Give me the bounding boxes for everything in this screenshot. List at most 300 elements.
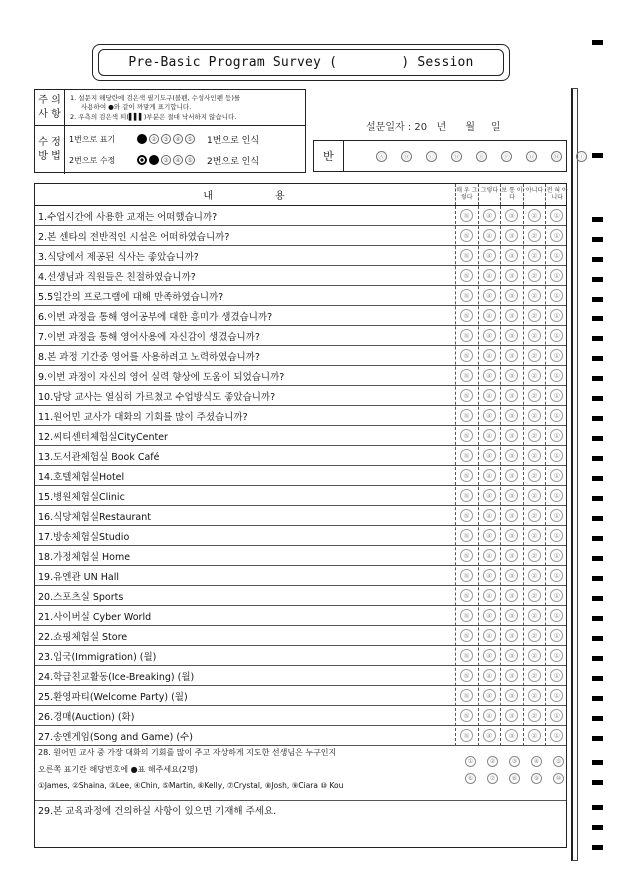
bubble-filled [137, 134, 147, 144]
answer-bubble[interactable]: ④ [483, 429, 496, 442]
question-text: 1.수업시간에 사용한 교재는 어떠했습니까? [38, 211, 218, 223]
answer-bubble[interactable]: ⑤ [460, 629, 473, 642]
title-left: Pre-Basic Program Survey ( [128, 55, 338, 70]
teacher-bubble[interactable]: ⑤ [553, 756, 564, 767]
timing-mark [592, 636, 603, 641]
notice-line-3: 2. 우측의 검은색 띠(▌▌▌)부분은 절대 낙서하지 않습니다. [70, 113, 237, 121]
answer-bubble[interactable]: ② [528, 329, 541, 342]
class-option[interactable]: Ⓓ [451, 151, 462, 162]
answer-bubble[interactable]: ④ [483, 589, 496, 602]
teacher-bubble[interactable]: ⑩ [553, 773, 564, 784]
answer-bubble[interactable]: ② [528, 709, 541, 722]
answer-bubble[interactable]: ③ [505, 549, 518, 562]
answer-bubble[interactable]: ④ [483, 689, 496, 702]
timing-mark [592, 736, 603, 741]
answer-bubble[interactable]: ③ [505, 329, 518, 342]
timing-mark [592, 257, 603, 262]
answer-bubble[interactable]: ③ [505, 269, 518, 282]
timing-mark [592, 416, 603, 421]
question-text: 24.학급친교활동(Ice-Breaking) (월) [38, 671, 195, 683]
answer-bubble[interactable]: ② [528, 649, 541, 662]
answer-bubble[interactable]: ④ [483, 329, 496, 342]
answer-bubble[interactable]: ② [528, 569, 541, 582]
timing-mark [592, 596, 603, 601]
timing-mark [592, 40, 603, 45]
question-text: 23.입국(Immigration) (월) [38, 651, 157, 663]
answer-bubble[interactable]: ① [550, 469, 563, 482]
answer-bubble[interactable]: ③ [505, 689, 518, 702]
timing-mark [592, 536, 603, 541]
answer-bubble[interactable]: ⑤ [460, 209, 473, 222]
answer-bubble[interactable]: ⑤ [460, 529, 473, 542]
class-option[interactable]: Ⓖ [526, 151, 537, 162]
answer-bubble[interactable]: ③ [505, 609, 518, 622]
answer-bubble[interactable]: ① [550, 229, 563, 242]
answer-bubble[interactable]: ③ [505, 709, 518, 722]
question-row [35, 366, 566, 386]
class-options [376, 151, 587, 162]
question-row [35, 586, 566, 606]
answer-bubble[interactable]: ⑤ [460, 729, 473, 742]
bubble-filled [149, 155, 159, 165]
question-row [35, 526, 566, 546]
answer-bubble[interactable]: ① [550, 649, 563, 662]
answer-bubble[interactable]: ④ [483, 349, 496, 362]
question-text: 8.본 과정 기간중 영어를 사용하려고 노력하였습니까? [38, 351, 260, 363]
answer-bubble[interactable]: ④ [483, 549, 496, 562]
answer-bubble[interactable]: ④ [483, 489, 496, 502]
answer-bubble[interactable]: ④ [483, 289, 496, 302]
answer-bubble[interactable]: ③ [505, 449, 518, 462]
answer-bubble[interactable]: ① [550, 589, 563, 602]
answer-bubble[interactable]: ② [528, 609, 541, 622]
bubble: ④ [173, 155, 183, 165]
answer-bubble[interactable]: ⑤ [460, 389, 473, 402]
answer-bubble[interactable]: ③ [505, 209, 518, 222]
answer-bubble[interactable]: ① [550, 569, 563, 582]
answer-bubble[interactable]: ⑤ [460, 349, 473, 362]
timing-mark [592, 576, 603, 581]
answer-bubble[interactable]: ⑤ [460, 449, 473, 462]
answer-bubble[interactable]: ④ [483, 649, 496, 662]
instructions-box [34, 89, 306, 173]
question-text: 7.이번 과정을 통해 영어사용에 자신감이 생겼습니까? [38, 331, 260, 343]
page-title [98, 49, 504, 76]
notice-line-2: 사용하여 ●와 같이 까맣게 표기합니다. [81, 103, 192, 111]
answer-bubble[interactable]: ① [550, 369, 563, 382]
q28-line-1: 28. 원어민 교사 중 가장 대화의 기회를 많이 주고 자상하게 지도한 선생님은 누구인지 [38, 748, 337, 757]
answer-bubble[interactable]: ④ [483, 469, 496, 482]
question-row [35, 706, 566, 726]
answer-bubble[interactable]: ① [550, 669, 563, 682]
class-selector [313, 140, 585, 172]
answer-bubble[interactable]: ④ [483, 629, 496, 642]
answer-bubble[interactable]: ② [528, 229, 541, 242]
answer-bubble[interactable]: ③ [505, 649, 518, 662]
answer-bubble[interactable]: ① [550, 429, 563, 442]
timing-mark [592, 556, 603, 561]
notice-label [35, 90, 65, 125]
question-row [35, 346, 566, 366]
title-box [92, 44, 510, 81]
answer-bubble[interactable]: ⑤ [460, 229, 473, 242]
answer-bubble[interactable]: ⑤ [460, 469, 473, 482]
fix-example-2-bubbles [137, 155, 195, 165]
content-header [35, 184, 455, 205]
answer-bubble[interactable]: ② [528, 449, 541, 462]
question-text: 13.도서관체험실 Book Café [38, 451, 160, 463]
answer-bubble[interactable]: ⑤ [460, 369, 473, 382]
question-text: 3.식당에서 제공된 식사는 좋았습니까? [38, 251, 199, 263]
answer-bubble[interactable]: ② [528, 629, 541, 642]
answer-bubble[interactable]: ⑤ [460, 649, 473, 662]
answer-bubble[interactable]: ① [550, 509, 563, 522]
answer-bubble[interactable]: ③ [505, 589, 518, 602]
teacher-bubble[interactable]: ⑧ [509, 773, 520, 784]
fix-example-2 [69, 152, 303, 168]
fix-example-2-label: 2번으로 수정 [69, 155, 116, 165]
answer-bubble[interactable]: ⑤ [460, 249, 473, 262]
question-row [35, 426, 566, 446]
timing-mark [592, 716, 603, 721]
teacher-bubble[interactable]: ⑥ [465, 773, 476, 784]
question-row [35, 466, 566, 486]
answer-bubble[interactable]: ① [550, 329, 563, 342]
answer-bubble[interactable]: ① [550, 309, 563, 322]
content-header-left: 내 [203, 191, 215, 202]
answer-bubble[interactable]: ③ [505, 289, 518, 302]
answer-bubble[interactable]: ⑤ [460, 709, 473, 722]
answer-bubble[interactable]: ② [528, 309, 541, 322]
fix-label-2: 방 법 [38, 151, 61, 162]
answer-bubble[interactable]: ① [550, 389, 563, 402]
column-divider [500, 206, 501, 746]
class-option[interactable]: Ⓐ [376, 151, 387, 162]
title-blank[interactable] [337, 55, 401, 70]
scale-header: 아니다 [523, 184, 546, 205]
answer-bubble[interactable]: ① [550, 489, 563, 502]
answer-bubble[interactable]: ④ [483, 709, 496, 722]
teacher-bubble[interactable]: ① [465, 756, 476, 767]
answer-bubble[interactable]: ② [528, 669, 541, 682]
survey-date[interactable]: 설문일자 : 20 년 월 일 [366, 122, 501, 133]
question-text: 18.가정체험실 Home [38, 551, 131, 563]
teacher-bubble[interactable]: ② [487, 756, 498, 767]
answer-bubble[interactable]: ⑤ [460, 509, 473, 522]
question-row [35, 406, 566, 426]
class-option[interactable]: Ⓔ [476, 151, 487, 162]
answer-bubble[interactable]: ③ [505, 229, 518, 242]
answer-bubble[interactable]: ④ [483, 509, 496, 522]
class-option[interactable]: Ⓗ [551, 151, 562, 162]
question-text: 4.선생님과 직원들은 친절하였습니까? [38, 271, 196, 283]
question-text: 12.씨티센터체험실CityCenter [38, 431, 168, 443]
answer-bubble[interactable]: ① [550, 689, 563, 702]
question-text: 15.병원체험실Clinic [38, 491, 125, 503]
q28-teachers: ①James, ②Shaina, ③Lee, ④Chin, ⑤Martin, ⑥Kelly, ⑦Crystal, ⑧Josh, ⑨Ciara ⑩ Kou [38, 781, 344, 790]
answer-bubble[interactable]: ② [528, 209, 541, 222]
answer-bubble[interactable]: ② [528, 489, 541, 502]
bubble-crossed [137, 155, 147, 165]
column-divider [545, 206, 546, 746]
answer-bubble[interactable]: ④ [483, 669, 496, 682]
class-option[interactable]: Ⓒ [426, 151, 437, 162]
answer-bubble[interactable]: ② [528, 429, 541, 442]
fix-label [35, 126, 65, 174]
answer-bubble[interactable]: ⑤ [460, 269, 473, 282]
question-row [35, 246, 566, 266]
fix-example-1 [69, 131, 303, 147]
timing-mark [592, 656, 603, 661]
question-row [35, 546, 566, 566]
answer-bubble[interactable]: ④ [483, 269, 496, 282]
timing-mark [592, 696, 603, 701]
question-29: 29.본 교육과정에 건의하실 사항이 있으면 기재해 주세요. [38, 806, 277, 817]
question-text: 11.원어민 교사가 대화의 기회를 많이 주셨습니까? [38, 411, 248, 423]
answer-bubble[interactable]: ④ [483, 229, 496, 242]
notice-label-1: 주 의 [38, 94, 61, 106]
answer-bubble[interactable]: ③ [505, 349, 518, 362]
answer-bubble[interactable]: ③ [505, 409, 518, 422]
bubble: ⑤ [185, 134, 195, 144]
answer-bubble[interactable]: ④ [483, 409, 496, 422]
question-text: 6.이번 과정을 통해 영어공부에 대한 흥미가 생겼습니까? [38, 311, 273, 323]
fix-example-1-result: 1번으로 인식 [207, 135, 260, 146]
question-text: 27.송엔게임(Song and Game) (수) [38, 731, 193, 743]
column-divider [523, 206, 524, 746]
timing-mark [592, 356, 603, 361]
answer-bubble[interactable]: ⑤ [460, 689, 473, 702]
answer-bubble[interactable]: ② [528, 269, 541, 282]
answer-bubble[interactable]: ① [550, 409, 563, 422]
answer-bubble[interactable]: ② [528, 349, 541, 362]
answer-bubble[interactable]: ⑤ [460, 429, 473, 442]
answer-bubble[interactable]: ③ [505, 509, 518, 522]
question-row [35, 566, 566, 586]
answer-bubble[interactable]: ⑤ [460, 589, 473, 602]
answer-bubble[interactable]: ④ [483, 449, 496, 462]
timing-mark [592, 316, 603, 321]
timing-mark [592, 676, 603, 681]
timing-mark [592, 237, 603, 242]
timing-mark [592, 336, 603, 341]
answer-bubble[interactable]: ② [528, 549, 541, 562]
fix-label-1: 수 정 [38, 137, 61, 148]
timing-mark [592, 277, 603, 282]
fix-row [35, 126, 305, 174]
timing-mark [592, 825, 603, 830]
question-row [35, 606, 566, 626]
answer-bubble[interactable]: ② [528, 369, 541, 382]
answer-bubble[interactable]: ⑤ [460, 609, 473, 622]
question-row [35, 446, 566, 466]
answer-bubble[interactable]: ② [528, 289, 541, 302]
timing-mark [592, 376, 603, 381]
question-row [35, 506, 566, 526]
timing-mark [592, 845, 603, 850]
question-row [35, 286, 566, 306]
answer-bubble[interactable]: ① [550, 729, 563, 742]
answer-bubble[interactable]: ③ [505, 389, 518, 402]
answer-bubble[interactable]: ③ [505, 469, 518, 482]
answer-bubble[interactable]: ② [528, 589, 541, 602]
answer-bubble[interactable]: ④ [483, 569, 496, 582]
answer-bubble[interactable]: ② [528, 249, 541, 262]
q28-line-2: 오른쪽 표기란 해당번호에 ●표 해주세요(2명) [38, 765, 198, 774]
answer-bubble[interactable]: ⑤ [460, 289, 473, 302]
bubble: ③ [161, 134, 171, 144]
notice-row [35, 90, 305, 126]
answer-bubble[interactable]: ③ [505, 369, 518, 382]
teacher-bubble[interactable]: ④ [531, 756, 542, 767]
timing-mark [592, 297, 603, 302]
notice-label-2: 사 항 [38, 108, 61, 120]
timing-mark [592, 476, 603, 481]
answer-bubble[interactable]: ① [550, 549, 563, 562]
timing-mark [592, 780, 603, 785]
question-row [35, 726, 566, 746]
question-row [35, 486, 566, 506]
answer-bubble[interactable]: ③ [505, 729, 518, 742]
question-row [35, 226, 566, 246]
bubble: ③ [161, 155, 171, 165]
timing-mark [592, 217, 603, 222]
question-text: 25.환영파티(Welcome Party) (월) [38, 691, 188, 703]
answer-bubble[interactable]: ① [550, 289, 563, 302]
answer-bubble[interactable]: ③ [505, 669, 518, 682]
scale-header: 매 우 그렇다 [455, 184, 478, 205]
answer-bubble[interactable]: ① [550, 629, 563, 642]
question-text: 20.스포츠실 Sports [38, 591, 124, 603]
title-right: ) Session [401, 55, 474, 70]
question-text: 10.담당 교사는 열심히 가르쳤고 수업방식도 좋았습니까? [38, 391, 276, 403]
question-row [35, 386, 566, 406]
answer-bubble[interactable]: ⑤ [460, 409, 473, 422]
fix-example-1-label: 1번으로 표기 [69, 134, 116, 144]
question-row [35, 626, 566, 646]
answer-bubble[interactable]: ③ [505, 489, 518, 502]
answer-bubble[interactable]: ① [550, 709, 563, 722]
answer-bubble[interactable]: ④ [483, 249, 496, 262]
answer-bubble[interactable]: ④ [483, 609, 496, 622]
question-row [35, 646, 566, 666]
question-28 [35, 744, 566, 801]
bubble: ② [149, 134, 159, 144]
timing-mark [592, 760, 603, 765]
answer-bubble[interactable]: ⑤ [460, 309, 473, 322]
timing-mark [592, 516, 603, 521]
teacher-bubble[interactable]: ③ [509, 756, 520, 767]
class-option[interactable]: Ⓕ [501, 151, 512, 162]
class-option[interactable]: Ⓘ [576, 151, 587, 162]
question-text: 21.사이버실 Cyber World [38, 611, 152, 623]
content-header-right: 용 [275, 191, 287, 202]
timing-mark [592, 436, 603, 441]
answer-bubble[interactable]: ④ [483, 369, 496, 382]
answer-bubble[interactable]: ③ [505, 629, 518, 642]
column-divider [455, 206, 456, 746]
question-text: 19.유엔관 UN Hall [38, 571, 119, 583]
class-option[interactable]: Ⓑ [401, 151, 412, 162]
answer-bubble[interactable]: ④ [483, 209, 496, 222]
answer-bubble[interactable]: ③ [505, 529, 518, 542]
answer-bubble[interactable]: ② [528, 469, 541, 482]
column-divider [478, 206, 479, 746]
question-row [35, 666, 566, 686]
answer-bubble[interactable]: ① [550, 609, 563, 622]
question-text: 17.방송체험실Studio [38, 531, 130, 543]
scale-header: 그렇다 [478, 184, 501, 205]
timing-mark [592, 456, 603, 461]
answer-bubble[interactable]: ③ [505, 429, 518, 442]
answer-bubble[interactable]: ⑤ [460, 569, 473, 582]
answer-bubble[interactable]: ① [550, 249, 563, 262]
question-row [35, 306, 566, 326]
question-text: 22.쇼핑체험실 Store [38, 631, 128, 643]
bubble: ④ [173, 134, 183, 144]
answer-bubble[interactable]: ④ [483, 529, 496, 542]
answer-bubble[interactable]: ② [528, 729, 541, 742]
answer-bubble[interactable]: ② [528, 409, 541, 422]
answer-bubble[interactable]: ② [528, 389, 541, 402]
notice-line-1: 1. 설문지 해당란에 검은색 필기도구(볼펜, 수성사인펜 등)를 [70, 94, 241, 102]
question-text: 26.경매(Auction) (화) [38, 711, 135, 723]
question-row [35, 326, 566, 346]
teacher-bubble[interactable]: ⑨ [531, 773, 542, 784]
answer-bubble[interactable]: ⑤ [460, 669, 473, 682]
answer-bubble[interactable]: ⑤ [460, 489, 473, 502]
question-text: 5.5일간의 프로그램에 대해 만족하였습니까? [38, 291, 224, 303]
answer-bubble[interactable]: ② [528, 529, 541, 542]
answer-bubble[interactable]: ① [550, 209, 563, 222]
timing-mark [592, 805, 603, 810]
scale-header: 전 혀 아니다 [545, 184, 568, 205]
answer-bubble[interactable]: ⑤ [460, 549, 473, 562]
fix-example-1-bubbles [137, 134, 195, 144]
question-text: 9.이번 과정이 자신의 영어 실력 향상에 도움이 되었습니까? [38, 371, 285, 383]
question-text: 16.식당체험실Restaurant [38, 511, 152, 523]
answer-bubble[interactable]: ① [550, 529, 563, 542]
answer-bubble[interactable]: ④ [483, 729, 496, 742]
table-header [35, 184, 566, 206]
answer-bubble[interactable]: ③ [505, 249, 518, 262]
timing-mark [592, 153, 603, 158]
timing-mark [592, 616, 603, 621]
answer-bubble[interactable]: ⑤ [460, 329, 473, 342]
answer-bubble[interactable]: ① [550, 269, 563, 282]
timing-mark [592, 496, 603, 501]
question-text: 2.본 센타의 전반적인 시설은 어떠하였습니까? [38, 231, 230, 243]
timing-mark [592, 396, 603, 401]
answer-bubble[interactable]: ④ [483, 309, 496, 322]
timing-strip-border [571, 88, 578, 861]
answer-bubble[interactable]: ② [528, 509, 541, 522]
scale-header: 보 통 이 다 [500, 184, 523, 205]
answer-bubble[interactable]: ① [550, 449, 563, 462]
answer-bubble[interactable]: ① [550, 349, 563, 362]
question-text: 14.호텔체험실Hotel [38, 471, 125, 483]
bubble: ⑤ [185, 155, 195, 165]
answer-bubble[interactable]: ③ [505, 569, 518, 582]
question-row [35, 686, 566, 706]
answer-bubble[interactable]: ③ [505, 309, 518, 322]
teacher-bubble[interactable]: ⑦ [487, 773, 498, 784]
answer-bubble[interactable]: ④ [483, 389, 496, 402]
answer-bubble[interactable]: ② [528, 689, 541, 702]
survey-table [34, 183, 567, 848]
fix-example-2-result: 2번으로 인식 [207, 156, 260, 167]
question-row [35, 206, 566, 226]
